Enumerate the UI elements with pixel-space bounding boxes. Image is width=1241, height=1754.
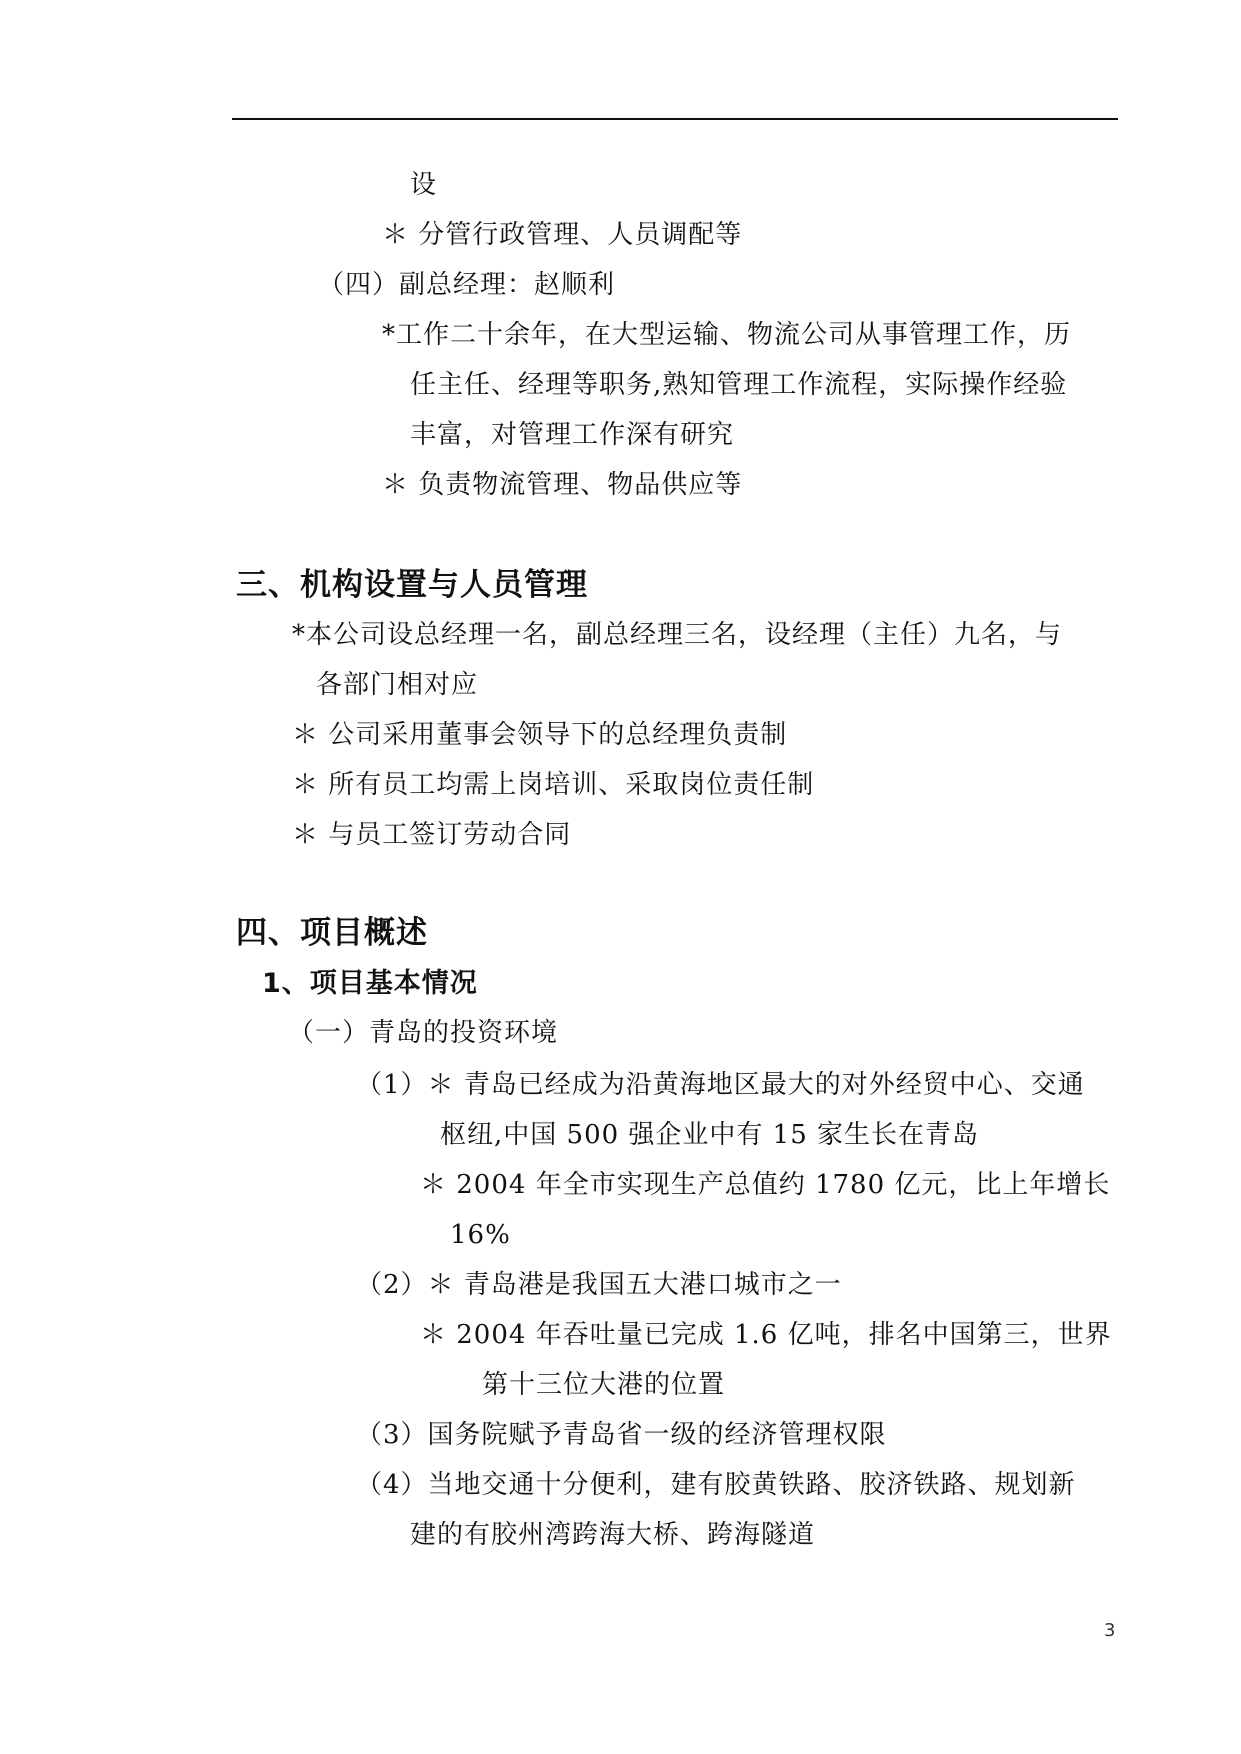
bullet-line: ＊ 负责物流管理、物品供应等 [382, 470, 743, 500]
bullet-line: ＊ 公司采用董事会领导下的总经理负责制 [292, 720, 788, 750]
subsection-title: （四）副总经理：赵顺利 [318, 270, 616, 300]
subsection-title: （一）青岛的投资环境 [288, 1018, 559, 1048]
bullet-line: （1）＊ 青岛已经成为沿黄海地区最大的对外经贸中心、交通 [356, 1070, 1085, 1100]
subsection-heading: 1、项目基本情况 [262, 968, 478, 999]
text-line: （4）当地交通十分便利，建有胶黄铁路、胶济铁路、规划新 [356, 1470, 1076, 1500]
section-heading: 三、机构设置与人员管理 [236, 567, 588, 603]
bullet-line: ＊ 与员工签订劳动合同 [292, 820, 572, 850]
section-heading: 四、项目概述 [236, 915, 428, 951]
bullet-line: ＊ 分管行政管理、人员调配等 [382, 220, 743, 250]
text-line: （3）国务院赋予青岛省一级的经济管理权限 [356, 1420, 887, 1450]
text-line: 16% [450, 1220, 511, 1250]
text-line: 枢纽,中国 500 强企业中有 15 家生长在青岛 [440, 1120, 980, 1150]
bullet-line: *本公司设总经理一名，副总经理三名，设经理（主任）九名，与 [292, 620, 1063, 650]
text-line: 各部门相对应 [316, 670, 479, 700]
text-line: 丰富，对管理工作深有研究 [410, 420, 735, 450]
text-line: 任主任、经理等职务,熟知管理工作流程，实际操作经验 [410, 370, 1068, 400]
text-line: 第十三位大港的位置 [482, 1370, 726, 1400]
bullet-line: ＊ 2004 年全市实现生产总值约 1780 亿元，比上年增长 [420, 1170, 1111, 1200]
bullet-line: ＊ 2004 年吞吐量已完成 1.6 亿吨，排名中国第三，世界 [420, 1320, 1112, 1350]
bullet-line: （2）＊ 青岛港是我国五大港口城市之一 [356, 1270, 842, 1300]
page-number: 3 [1104, 1620, 1116, 1641]
text-line: 建的有胶州湾跨海大桥、跨海隧道 [410, 1520, 816, 1550]
bullet-line: ＊ 所有员工均需上岗培训、采取岗位责任制 [292, 770, 815, 800]
header-rule [232, 118, 1118, 120]
text-line: 设 [410, 170, 438, 200]
bullet-line: *工作二十余年，在大型运输、物流公司从事管理工作，历 [382, 320, 1072, 350]
